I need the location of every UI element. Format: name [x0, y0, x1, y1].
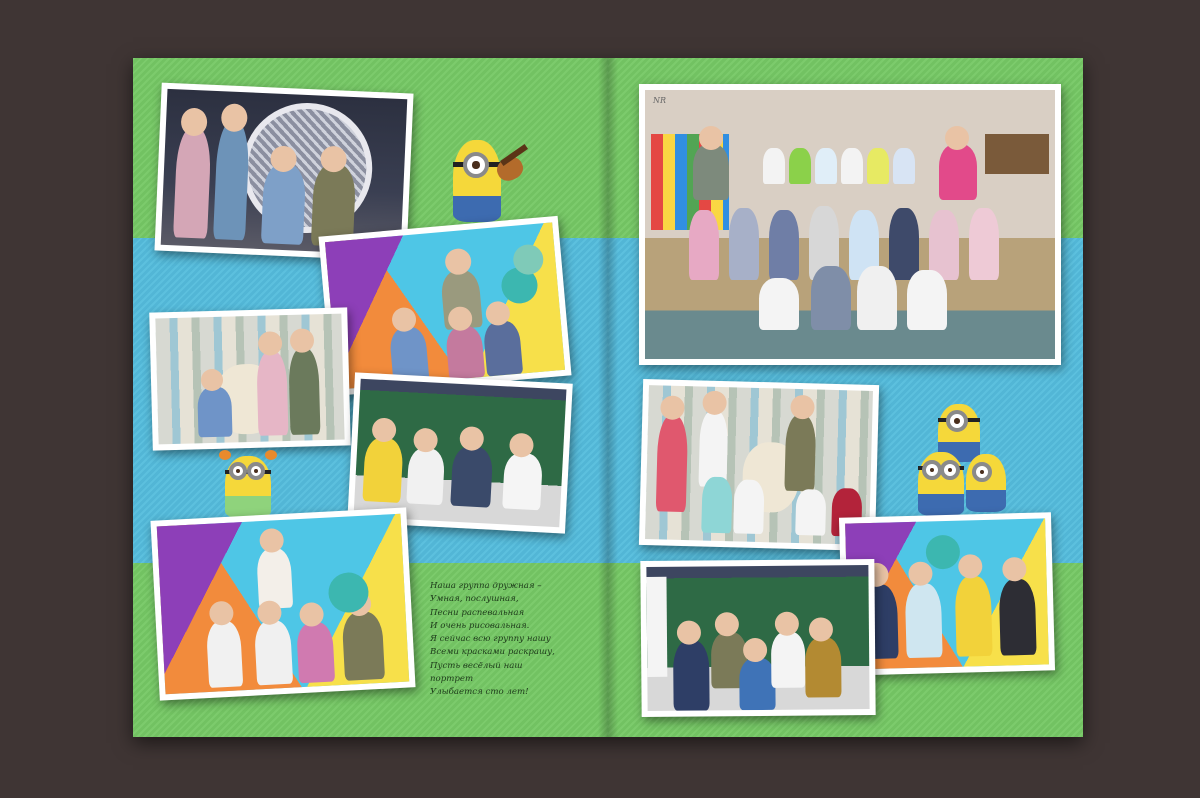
minions-group-illustration	[908, 404, 1018, 520]
left-page	[133, 58, 608, 737]
poem-line: Улыбается сто лет!	[430, 687, 529, 698]
poem-line: Умная, послушная,	[430, 594, 519, 605]
minion-girl-illustration	[219, 450, 279, 522]
poem-line: Наша группа дружная –	[430, 581, 542, 591]
photo-class-group	[639, 84, 1061, 365]
photo-colorful-wall-three-kids	[318, 216, 571, 396]
poem-line: Песни распевальная	[430, 607, 525, 618]
minion-guitar-illustration	[433, 140, 543, 230]
photographer-mark: NR	[653, 96, 667, 105]
photo-striped-wall-teddy	[149, 307, 351, 450]
right-page	[608, 58, 1083, 737]
poem-line: Всеми красками раскрашу,	[430, 647, 555, 658]
photo-colorful-wall-group	[150, 507, 415, 700]
poem-line: портрет	[430, 674, 474, 685]
poem-line: Я сейчас всю группу нашу	[430, 634, 551, 645]
photo-chalkboard-five-kids	[640, 559, 875, 717]
photo-album-spread	[133, 58, 1083, 737]
poem-line: Пусть весёлый наш	[430, 660, 523, 671]
poem-text	[430, 580, 605, 700]
poem-line: И очень рисовальная.	[430, 620, 530, 631]
